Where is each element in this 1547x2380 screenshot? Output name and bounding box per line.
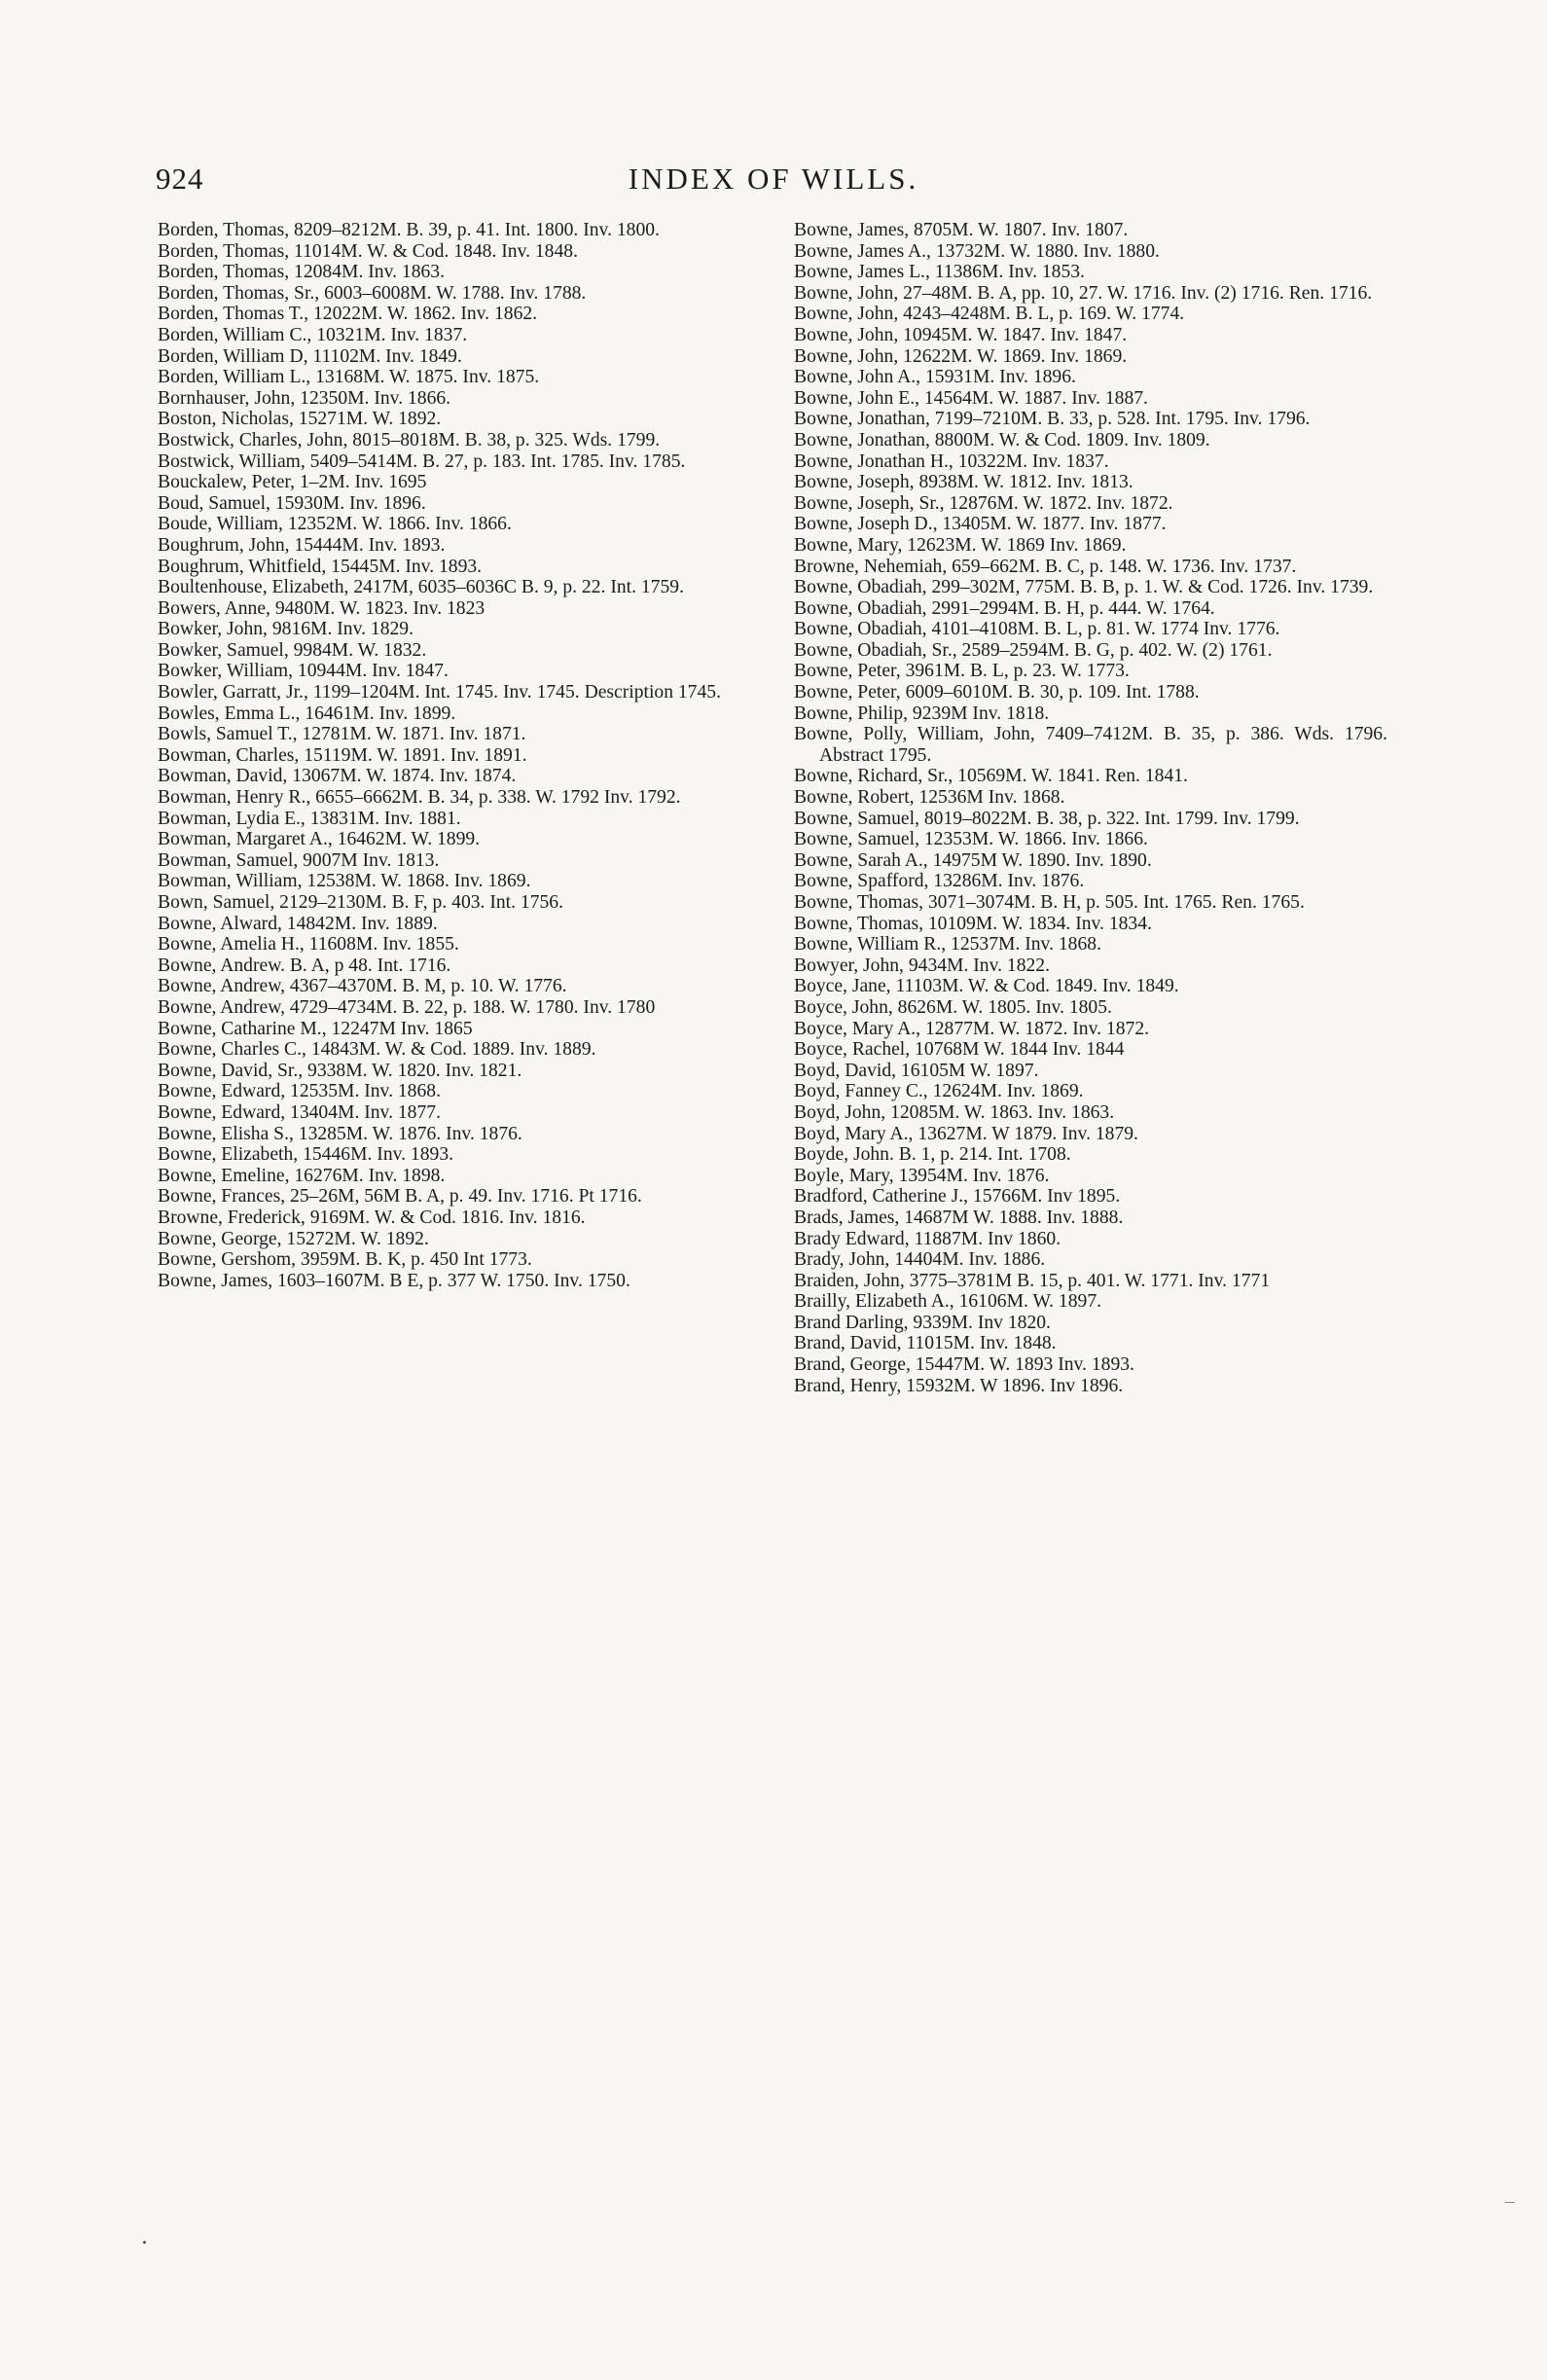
index-entry: Boyce, John, 8626M. W. 1805. Inv. 1805. (794, 996, 1112, 1018)
index-entry: Brand, George, 15447M. W. 1893 Inv. 1893. (794, 1354, 1134, 1376)
index-entry: Bowker, Samuel, 9984M. W. 1832. (158, 639, 427, 661)
index-entry: Browne, Frederick, 9169M. W. & Cod. 1816. Inv. 1816. (158, 1207, 586, 1228)
index-entry: Bowne, Thomas, 10109M. W. 1834. Inv. 1834. (794, 913, 1152, 934)
index-entry: Bowne, Edward, 13404M. Inv. 1877. (158, 1101, 441, 1123)
index-entry: Bowne, Thomas, 3071–3074M. B. H, p. 505. Int. 1765. Ren. 1765. (794, 892, 1305, 913)
index-entry: Boyce, Jane, 11103M. W. & Cod. 1849. Inv. 1849. (794, 976, 1179, 997)
index-entry: Borden, Thomas T., 12022M. W. 1862. Inv. 1862. (158, 304, 538, 325)
index-entry: Bowne, Joseph, Sr., 12876M. W. 1872. Inv. 1872. (794, 492, 1173, 514)
index-entry: Bowne, Andrew. B. A, p 48. Int. 1716. (158, 955, 451, 976)
index-entry: Bowne, Richard, Sr., 10569M. W. 1841. Ren. 1841. (794, 766, 1188, 787)
index-entry: Boston, Nicholas, 15271M. W. 1892. (158, 409, 442, 430)
index-entry: Borden, Thomas, Sr., 6003–6008M. W. 1788. Inv. 1788. (158, 282, 587, 304)
index-entry: Bowne, Andrew, 4729–4734M. B. 22, p. 188. W. 1780. Inv. 1780 (158, 996, 656, 1018)
index-entry: Bradford, Catherine J., 15766M. Inv 1895. (794, 1186, 1121, 1208)
index-entry: Boud, Samuel, 15930M. Inv. 1896. (158, 492, 426, 514)
index-entry: Brads, James, 14687M W. 1888. Inv. 1888. (794, 1207, 1124, 1228)
index-entry: Borden, William C., 10321M. Inv. 1837. (158, 324, 468, 345)
index-entry: Bowers, Anne, 9480M. W. 1823. Inv. 1823 (158, 597, 486, 619)
index-entry: Bowne, Samuel, 8019–8022M. B. 38, p. 322. Int. 1799. Inv. 1799. (794, 808, 1300, 829)
index-entry: Bowne, Alward, 14842M. Inv. 1889. (158, 913, 438, 934)
index-entry: Brady Edward, 11887M. Inv 1860. (794, 1228, 1061, 1249)
index-entry: Bowman, Charles, 15119M. W. 1891. Inv. 1891. (158, 744, 527, 766)
index-entry: Bowne, Mary, 12623M. W. 1869 Inv. 1869. (794, 534, 1127, 556)
index-entry: Brand, Henry, 15932M. W 1896. Inv 1896. (794, 1375, 1124, 1396)
index-entry: Bowyer, John, 9434M. Inv. 1822. (794, 955, 1050, 976)
index-entry: Bowne, Samuel, 12353M. W. 1866. Inv. 1866. (794, 829, 1148, 850)
index-entry: Bowne, David, Sr., 9338M. W. 1820. Inv. 1821. (158, 1060, 522, 1081)
index-entry: Brand, David, 11015M. Inv. 1848. (794, 1333, 1057, 1354)
index-entry: Bowne, James, 8705M. W. 1807. Inv. 1807. (794, 220, 1129, 240)
index-entry: Bowne, William R., 12537M. Inv. 1868. (794, 934, 1101, 956)
index-entry: Borden, William L., 13168M. W. 1875. Inv. 1875. (158, 367, 540, 388)
index-entry: Bowne, Andrew, 4367–4370M. B. M, p. 10. W. 1776. (158, 976, 567, 997)
index-entry: Bowne, Obadiah, Sr., 2589–2594M. B. G, p. 402. W. (2) 1761. (794, 639, 1273, 661)
index-entry: Bowne, Jonathan, 8800M. W. & Cod. 1809. Inv. 1809. (794, 429, 1210, 451)
index-entry: Boughrum, Whitfield, 15445M. Inv. 1893. (158, 556, 483, 577)
index-entry: Bowne, Obadiah, 4101–4108M. B. L, p. 81. W. 1774 Inv. 1776. (794, 619, 1280, 640)
index-entry: Boultenhouse, Elizabeth, 2417M, 6035–6036C B. 9, p. 22. Int. 1759. (158, 577, 684, 598)
index-entry: Bowne, James L., 11386M. Inv. 1853. (794, 262, 1085, 283)
left-column (158, 220, 751, 1291)
index-entry: Boyd, Mary A., 13627M. W 1879. Inv. 1879. (794, 1123, 1138, 1144)
index-entry: Bowne, Catharine M., 12247M Inv. 1865 (158, 1018, 473, 1039)
page-number: 924 (156, 162, 204, 196)
index-entry: Bostwick, William, 5409–5414M. B. 27, p. 183. Int. 1785. Inv. 1785. (158, 451, 686, 472)
index-entry: Bowman, David, 13067M. W. 1874. Inv. 1874. (158, 766, 517, 787)
index-entry: Bowne, Jonathan H., 10322M. Inv. 1837. (794, 451, 1109, 472)
index-entry: Bowne, John, 27–48M. B. A, pp. 10, 27. W. 1716. Inv. (2) 1716. Ren. 1716. (794, 282, 1373, 304)
index-entry: Bowman, William, 12538M. W. 1868. Inv. 1869. (158, 871, 531, 892)
index-entry: Boyde, John. B. 1, p. 214. Int. 1708. (794, 1144, 1071, 1166)
index-entry: Bowne, Philip, 9239M Inv. 1818. (794, 703, 1050, 724)
index-entry: Bowne, Elizabeth, 15446M. Inv. 1893. (158, 1144, 454, 1166)
index-entry: Borden, Thomas, 12084M. Inv. 1863. (158, 262, 445, 283)
index-entry: Bowne, Obadiah, 299–302M, 775M. B. B, p. 1. W. & Cod. 1726. Inv. 1739. (794, 577, 1374, 598)
index-entry: Bowne, Joseph D., 13405M. W. 1877. Inv. 1877. (794, 514, 1167, 535)
index-entry: Brady, John, 14404M. Inv. 1886. (794, 1249, 1046, 1271)
index-entry: Borden, Thomas, 8209–8212M. B. 39, p. 41. Int. 1800. Inv. 1800. (158, 220, 660, 240)
index-entry: Bowker, John, 9816M. Inv. 1829. (158, 619, 414, 640)
index-entry: Bowne, George, 15272M. W. 1892. (158, 1228, 429, 1249)
index-entry: Bowne, John, 4243–4248M. B. L, p. 169. W. 1774. (794, 304, 1185, 325)
index-entry: Borden, Thomas, 11014M. W. & Cod. 1848. Inv. 1848. (158, 240, 578, 262)
index-entry: Bowne, Polly, William, John, 7409–7412M. B. 35, p. 386. Wds. 1796. Abstract 1795. (794, 724, 1387, 766)
index-entry: Bowne, John, 10945M. W. 1847. Inv. 1847. (794, 324, 1128, 345)
index-entry: Boughrum, John, 15444M. Inv. 1893. (158, 534, 446, 556)
index-entry: Bowne, Robert, 12536M Inv. 1868. (794, 787, 1065, 809)
index-entry: Bowne, Emeline, 16276M. Inv. 1898. (158, 1165, 446, 1186)
index-entry: Bowne, Edward, 12535M. Inv. 1868. (158, 1081, 441, 1102)
right-column (794, 220, 1387, 1396)
index-entry: Boyd, John, 12085M. W. 1863. Inv. 1863. (794, 1101, 1115, 1123)
index-entry: Bowne, James, 1603–1607M. B E, p. 377 W. 1750. Inv. 1750. (158, 1270, 630, 1291)
index-entry: Boyle, Mary, 13954M. Inv. 1876. (794, 1165, 1050, 1186)
index-entry: Bowne, Amelia H., 11608M. Inv. 1855. (158, 934, 459, 956)
ink-speck (143, 2241, 146, 2244)
index-entry: Bowls, Samuel T., 12781M. W. 1871. Inv. 1871. (158, 724, 526, 745)
index-entry: Boude, William, 12352M. W. 1866. Inv. 1866. (158, 514, 512, 535)
index-entry: Boyce, Mary A., 12877M. W. 1872. Inv. 1872. (794, 1018, 1150, 1039)
index-entry: Bowne, Obadiah, 2991–2994M. B. H, p. 444. W. 1764. (794, 597, 1215, 619)
index-entry: Bowne, John, 12622M. W. 1869. Inv. 1869. (794, 345, 1128, 367)
page-title: INDEX OF WILLS. (628, 162, 919, 196)
index-entry: Bowne, Joseph, 8938M. W. 1812. Inv. 1813. (794, 472, 1133, 493)
index-entry: Bowne, Sarah A., 14975M W. 1890. Inv. 1890. (794, 849, 1152, 871)
index-entry: Boyd, David, 16105M W. 1897. (794, 1060, 1039, 1081)
index-entry: Browne, Nehemiah, 659–662M. B. C, p. 148. W. 1736. Inv. 1737. (794, 556, 1297, 577)
index-entry: Bouckalew, Peter, 1–2M. Inv. 1695 (158, 472, 427, 493)
index-entry: Bowman, Samuel, 9007M Inv. 1813. (158, 849, 440, 871)
index-entry: Bowles, Emma L., 16461M. Inv. 1899. (158, 703, 456, 724)
index-entry: Bowne, Frances, 25–26M, 56M B. A, p. 49. Inv. 1716. Pt 1716. (158, 1186, 642, 1208)
index-entry: Bowne, Jonathan, 7199–7210M. B. 33, p. 528. Int. 1795. Inv. 1796. (794, 409, 1311, 430)
index-entry: Bowne, John E., 14564M. W. 1887. Inv. 1887. (794, 387, 1148, 409)
index-entry: Bown, Samuel, 2129–2130M. B. F, p. 403. Int. 1756. (158, 892, 563, 913)
index-entry: Bowne, Peter, 6009–6010M. B. 30, p. 109. Int. 1788. (794, 682, 1200, 703)
index-entry: Bowne, Spafford, 13286M. Inv. 1876. (794, 871, 1085, 892)
index-entry: Bowman, Henry R., 6655–6662M. B. 34, p. 338. W. 1792 Inv. 1792. (158, 787, 681, 809)
index-entry: Boyd, Fanney C., 12624M. Inv. 1869. (794, 1081, 1084, 1102)
index-entry: Bowne, Charles C., 14843M. W. & Cod. 1889. Inv. 1889. (158, 1039, 596, 1061)
index-entry: Bowman, Margaret A., 16462M. W. 1899. (158, 829, 481, 850)
index-entry: Bowker, William, 10944M. Inv. 1847. (158, 661, 449, 682)
index-entry: Borden, William D, 11102M. Inv. 1849. (158, 345, 462, 367)
index-entry: Bowne, James A., 13732M. W. 1880. Inv. 1880. (794, 240, 1160, 262)
index-entry: Bowne, Gershom, 3959M. B. K, p. 450 Int 1773. (158, 1249, 532, 1271)
index-entry: Brailly, Elizabeth A., 16106M. W. 1897. (794, 1291, 1102, 1313)
index-entry: Braiden, John, 3775–3781M B. 15, p. 401. W. 1771. Inv. 1771 (794, 1270, 1271, 1291)
index-entry: Bowman, Lydia E., 13831M. Inv. 1881. (158, 808, 461, 829)
index-entry: Bowne, Peter, 3961M. B. L, p. 23. W. 1773. (794, 661, 1130, 682)
index-entry: Bowne, Elisha S., 13285M. W. 1876. Inv. 1876. (158, 1123, 522, 1144)
index-entry: Bowler, Garratt, Jr., 1199–1204M. Int. 1745. Inv. 1745. Description 1745. (158, 682, 721, 703)
index-entry: Boyce, Rachel, 10768M W. 1844 Inv. 1844 (794, 1039, 1125, 1061)
index-entry: Bowne, John A., 15931M. Inv. 1896. (794, 367, 1076, 388)
index-entry: Bornhauser, John, 12350M. Inv. 1866. (158, 387, 451, 409)
index-entry: Bostwick, Charles, John, 8015–8018M. B. 38, p. 325. Wds. 1799. (158, 429, 661, 451)
index-entry: Brand Darling, 9339M. Inv 1820. (794, 1312, 1051, 1333)
edge-mark (1505, 2202, 1515, 2203)
